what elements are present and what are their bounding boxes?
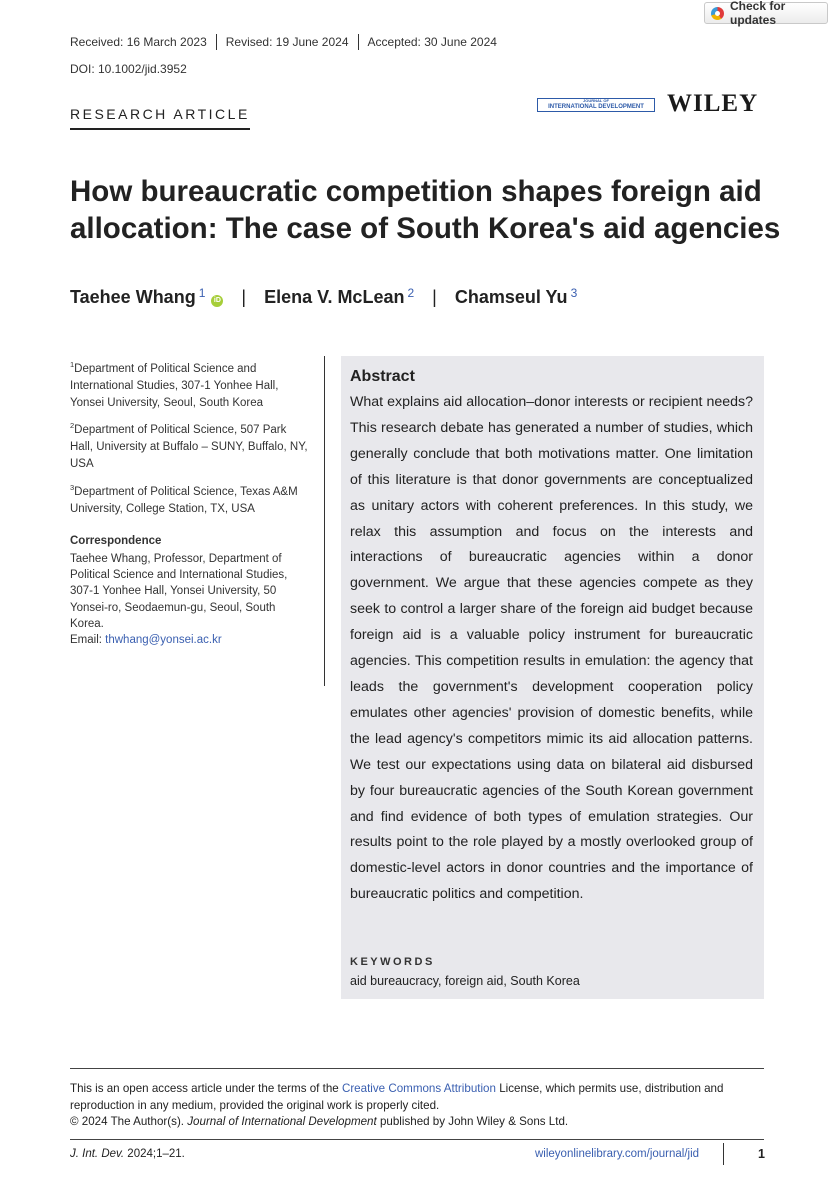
revised-date: Revised: 19 June 2024 bbox=[225, 35, 349, 49]
citation bbox=[70, 1148, 185, 1160]
author-list bbox=[70, 287, 577, 308]
author-separator: | bbox=[432, 287, 437, 307]
affiliation bbox=[70, 356, 310, 413]
received-date: Received: 16 March 2023 bbox=[70, 35, 207, 49]
correspondence-body: Taehee Whang, Professor, Department of Political Science and International Studies, 307-1 Yonhee Hall, Yonsei University, 50 Yonsei-ro, Seodaemun-gu, Seoul, South Korea. bbox=[70, 553, 288, 630]
affiliation-text: Department of Political Science, Texas A&M University, College Station, TX, USA bbox=[70, 485, 298, 516]
article-type: RESEARCH ARTICLE bbox=[70, 106, 250, 130]
journal-logo-text: INTERNATIONAL DEVELOPMENT bbox=[548, 104, 644, 110]
email-label: Email: bbox=[70, 634, 102, 647]
footer-rule bbox=[70, 1139, 764, 1140]
doi: DOI: 10.1002/jid.3952 bbox=[70, 62, 187, 76]
email-link[interactable]: thwhang@yonsei.ac.kr bbox=[105, 634, 222, 647]
license-notice bbox=[70, 1081, 764, 1131]
orcid-icon[interactable]: iD bbox=[211, 295, 223, 307]
affiliation-number: 2 bbox=[70, 421, 75, 430]
column-divider bbox=[324, 356, 325, 686]
author-affil-sup[interactable]: 2 bbox=[407, 286, 415, 300]
footer-divider bbox=[723, 1143, 724, 1165]
footer-rule bbox=[70, 1068, 764, 1069]
abstract-heading: Abstract bbox=[350, 368, 415, 385]
affiliation-number: 3 bbox=[70, 483, 75, 492]
affiliation bbox=[70, 417, 310, 474]
affiliation-text: Department of Political Science and International Studies, 307-1 Yonhee Hall, Yonsei University, Seoul, South Korea bbox=[70, 362, 279, 410]
accepted-date: Accepted: 30 June 2024 bbox=[367, 35, 497, 49]
article-title: How bureaucratic competition shapes foreign aid allocation: The case of South Korea's aid agencies bbox=[70, 175, 781, 245]
author-name[interactable]: Taehee Whang bbox=[70, 287, 196, 307]
publisher-logo: WILEY bbox=[667, 90, 759, 117]
license-pre: This is an open access article under the terms of the bbox=[70, 1082, 342, 1095]
affiliation-text: Department of Political Science, 507 Park Hall, University at Buffalo – SUNY, Buffalo, NY, USA bbox=[70, 423, 308, 471]
copyright-pre: © 2024 The Author(s). bbox=[70, 1115, 188, 1128]
author-separator: | bbox=[241, 287, 247, 307]
copyright-journal: Journal of International Development bbox=[187, 1115, 377, 1128]
abstract-text: What explains aid allocation–donor interests or recipient needs? This research debate has generated a number of studies, which generally conclude that both motivations matter. One limitation of this literature is that donor governments are conceptualized as unitary actors with coherent preferences. In this study, we relax this assumption and focus on the interests and interactions of bureaucratic agencies within a donor government. We argue that these agencies compete as they seek to control a larger share of the foreign aid budget because foreign aid is a valuable policy instrument for bureaucratic agencies. This competition results in emulation: the agency that leads the government's development cooperation policy emulates other agencies' provision of domestic benefits, while the lead agency's competitors mimic its aid allocation patterns. We test our expectations using data on bilateral aid disbursed by four bureaucratic agencies of the South Korean government and find evidence of both types of emulation strategies. Our results point to the role played by a mostly overlooked group of domestic-level actors in donor countries and the importance of bureaucratic politics and competition. bbox=[350, 394, 753, 903]
date-divider bbox=[216, 34, 217, 50]
license-post: License, which permits use, distribution and reproduction in any medium, provided the original work is properly cited. bbox=[70, 1082, 724, 1112]
citation-rest: 2024;1–21. bbox=[124, 1148, 185, 1160]
check-for-updates-label: Check for updates bbox=[730, 0, 786, 27]
journal-url-link[interactable]: wileyonlinelibrary.com/journal/jid bbox=[535, 1148, 700, 1160]
page-number: 1 bbox=[758, 1147, 765, 1161]
cc-license-link[interactable]: Creative Commons Attribution bbox=[341, 1082, 496, 1095]
correspondence-text bbox=[70, 551, 310, 648]
author-affil-sup[interactable]: 1 bbox=[198, 286, 206, 300]
journal-logo-small-text: JOURNAL OF bbox=[583, 98, 609, 103]
author-affil-sup[interactable]: 3 bbox=[570, 286, 578, 300]
affiliation-number: 1 bbox=[70, 360, 75, 369]
check-for-updates-button[interactable] bbox=[704, 0, 828, 27]
keywords-text: aid bureaucracy, foreign aid, South Korea bbox=[350, 974, 580, 988]
keywords-heading: KEYWORDS bbox=[350, 956, 435, 968]
correspondence-heading: Correspondence bbox=[70, 535, 162, 547]
article-dates bbox=[70, 34, 497, 50]
copyright-post: published by John Wiley & Sons Ltd. bbox=[376, 1115, 569, 1128]
date-divider bbox=[358, 34, 359, 50]
author-name[interactable]: Elena V. McLean bbox=[264, 287, 405, 307]
affiliation bbox=[70, 479, 310, 518]
check-updates-icon bbox=[711, 7, 724, 20]
journal-logo bbox=[537, 98, 655, 112]
author-name[interactable]: Chamseul Yu bbox=[454, 287, 568, 307]
citation-journal: J. Int. Dev. bbox=[70, 1148, 125, 1160]
